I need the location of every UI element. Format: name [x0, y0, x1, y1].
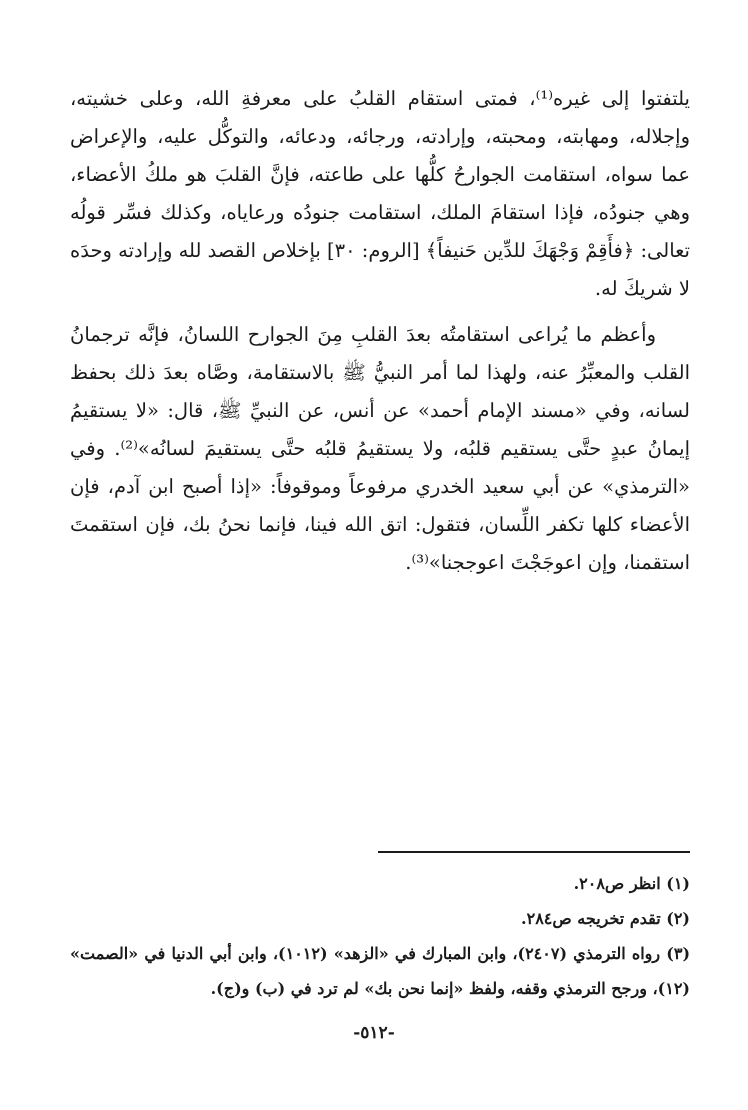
footnote-separator	[378, 851, 690, 853]
footnote-2: (٢) تقدم تخريجه ص٢٨٤.	[521, 909, 690, 928]
footnote-3: (٣) رواه الترمذي (٢٤٠٧)، وابن المبارك في «الزهد» (١٠١٢)، وابن أبي الدنيا في «الصمت» (١٢)، ورجح الترمذي وقفه، ولفظ «إنما نحن بك» لم ترد في (ب) و(ج).	[70, 944, 691, 998]
footnotes	[70, 866, 690, 1006]
paragraph-2: وأعظم ما يُراعى استقامتُه بعدَ القلبِ مِنَ الجوارح اللسانُ، فإنَّه ترجمانُ القلب والمعبِّرُ عنه، ولهذا لما أمر النبيُّ ﷺ بالاستقامة، وصَّاه بعدَ ذلك بحفظ لسانه، وفي «مسند الإمام أحمد» عن أنس، عن النبيِّ ﷺ، قال: «لا يستقيمُ إيمانُ عبدٍ حتَّى يستقيم قلبُه، ولا يستقيمُ قلبُه حتَّى يستقيمَ لسانُه»⁽²⁾. وفي «الترمذي» عن أبي سعيد الخدري مرفوعاً وموقوفاً: «إذا أصبح ابن آدم، فإن الأعضاء كلها تكفر اللِّسان، فتقول: اتق الله فينا، فإنما نحنُ بك، فإن استقمتَ استقمنا، وإن اعوجَجْتَ اعوججنا»⁽³⁾.	[70, 323, 690, 574]
page-number: -٥١٢-	[353, 1023, 395, 1043]
main-text	[70, 80, 690, 582]
footnote-1: (١) انظر ص٢٠٨.	[573, 874, 690, 893]
paragraph-1: يلتفتوا إلى غيره⁽¹⁾، فمتى استقام القلبُ على معرفةِ الله، وعلى خشيته، وإجلاله، ومهابته، ومحبته، وإرادته، ورجائه، ودعائه، والتوكُّل عليه، والإعراض عما سواه، استقامت الجوارحُ كلُّها على طاعته، فإنَّ القلبَ هو ملكُ الأعضاء، وهي جنودُه، فإذا استقامَ الملك، استقامت جنودُه ورعاياه، وكذلك فسِّر قولُه تعالى: ﴿فأَقِمْ وَجْهَكَ للدِّين حَنيفاً﴾ [الروم: ٣٠] بإخلاص القصد لله وإرادته وحدَه لا شريكَ له.	[70, 87, 690, 300]
